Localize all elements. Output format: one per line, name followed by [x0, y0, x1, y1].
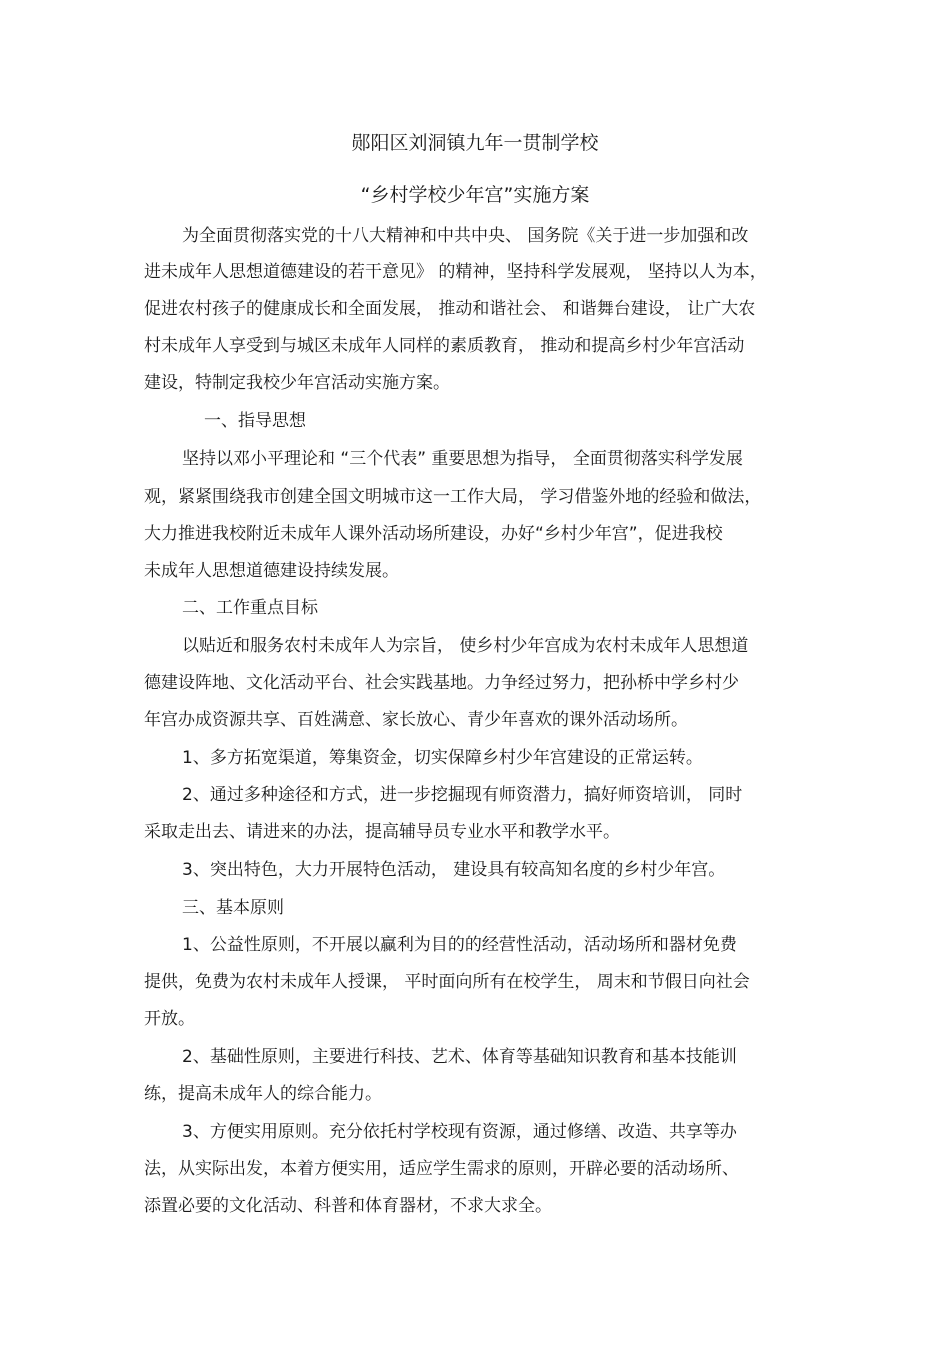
body-line: 3、方便实用原则。充分依托村学校现有资源，通过修缮、改造、共享等办	[182, 1122, 737, 1142]
body-line: 未成年人思想道德建设持续发展。	[144, 561, 399, 581]
body-line: 开放。	[144, 1009, 195, 1029]
body-line: 村未成年人享受到与城区未成年人同样的素质教育， 推动和提高乡村少年宫活动	[144, 336, 745, 356]
body-line: 建设，特制定我校少年宫活动实施方案。	[144, 373, 450, 393]
body-line: 2、通过多种途径和方式，进一步挖掘现有师资潜力，搞好师资培训， 同时	[182, 785, 743, 805]
document-title: 郧阳区刘洞镇九年一贯制学校	[351, 132, 599, 154]
body-line: 大力推进我校附近未成年人课外活动场所建设，办好“乡村少年宫”，促进我校	[144, 524, 723, 544]
body-line: 年宫办成资源共享、百姓满意、家长放心、青少年喜欢的课外活动场所。	[144, 710, 688, 730]
section-heading: 二、工作重点目标	[182, 598, 318, 618]
document-subtitle: “乡村学校少年宫”实施方案	[360, 184, 590, 206]
body-line: 3、突出特色，大力开展特色活动， 建设具有较高知名度的乡村少年宫。	[182, 860, 726, 880]
body-line: 促进农村孩子的健康成长和全面发展， 推动和谐社会、 和谐舞台建设， 让广大农	[144, 299, 756, 319]
body-line: 2、基础性原则，主要进行科技、艺术、体育等基础知识教育和基本技能训	[182, 1047, 737, 1067]
body-line: 坚持以邓小平理论和 “三个代表” 重要思想为指导， 全面贯彻落实科学发展	[182, 449, 743, 469]
body-line: 1、公益性原则，不开展以赢利为目的的经营性活动，活动场所和器材免费	[182, 935, 737, 955]
body-line: 进未成年人思想道德建设的若干意见》 的精神，坚持科学发展观， 坚持以人为本，	[144, 262, 767, 282]
body-line: 1、多方拓宽渠道，筹集资金，切实保障乡村少年宫建设的正常运转。	[182, 748, 703, 768]
body-line: 以贴近和服务农村未成年人为宗旨， 使乡村少年宫成为农村未成年人思想道	[182, 636, 749, 656]
section-heading: 三、基本原则	[182, 898, 284, 918]
body-line: 练，提高未成年人的综合能力。	[144, 1084, 382, 1104]
body-line: 添置必要的文化活动、科普和体育器材，不求大求全。	[144, 1196, 552, 1216]
body-line: 德建设阵地、文化活动平台、社会实践基地。力争经过努力，把孙桥中学乡村少	[144, 673, 739, 693]
body-line: 采取走出去、请进来的办法，提高辅导员专业水平和教学水平。	[144, 822, 620, 842]
body-line: 提供，免费为农村未成年人授课， 平时面向所有在校学生， 周末和节假日向社会	[144, 972, 750, 992]
body-line: 为全面贯彻落实党的十八大精神和中共中央、 国务院《关于进一步加强和改	[182, 226, 749, 246]
section-heading: 一、指导思想	[204, 411, 306, 431]
body-line: 观，紧紧围绕我市创建全国文明城市这一工作大局， 学习借鉴外地的经验和做法，	[144, 487, 762, 507]
body-line: 法，从实际出发，本着方便实用，适应学生需求的原则，开辟必要的活动场所、	[144, 1159, 739, 1179]
